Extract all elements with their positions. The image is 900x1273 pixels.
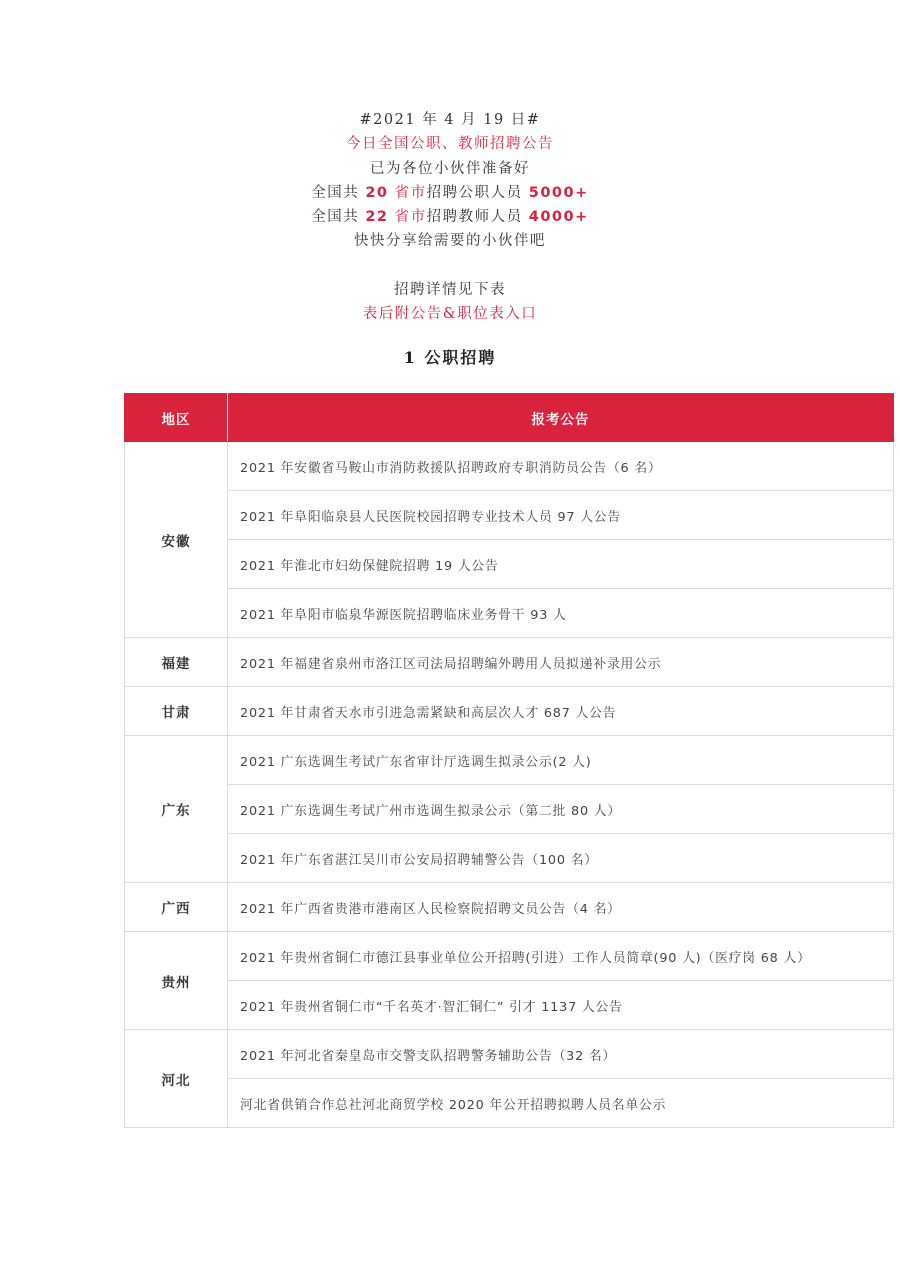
date-line: #2021 年 4 月 19 日# [359, 112, 541, 128]
notice-link[interactable]: 河北省供销合作总社河北商贸学校 2020 年公开招聘拟聘人员名单公示 [228, 1079, 894, 1128]
notice-link[interactable]: 2021 年贵州省铜仁市“千名英才·智汇铜仁” 引才 1137 人公告 [228, 981, 894, 1030]
gov-mid: 招聘公职人员 [426, 184, 529, 201]
notice-link[interactable]: 2021 年甘肃省天水市引进急需紧缺和高层次人才 687 人公告 [228, 687, 894, 736]
table-row [125, 491, 894, 540]
table-row [125, 736, 894, 785]
gov-prefix: 全国共 [311, 184, 366, 201]
region-cell: 广西 [125, 883, 228, 932]
region-cell: 贵州 [125, 932, 228, 1030]
table-row [125, 1079, 894, 1128]
notice-link[interactable]: 2021 广东选调生考试广州市选调生拟录公示（第二批 80 人） [228, 785, 894, 834]
ready-line: 已为各位小伙伴准备好 [370, 160, 530, 177]
gov-province-count: 20 [365, 184, 389, 201]
notice-link[interactable]: 2021 年阜阳市临泉华源医院招聘临床业务骨干 93 人 [228, 589, 894, 638]
teacher-mid: 招聘教师人员 [426, 209, 529, 226]
header-region: 地区 [125, 394, 228, 442]
table-row [125, 785, 894, 834]
headline: 今日全国公职、教师招聘公告 [346, 136, 554, 153]
share-line: 快快分享给需要的小伙伴吧 [354, 233, 546, 250]
region-cell: 河北 [125, 1030, 228, 1128]
table-header-row [125, 394, 894, 442]
region-cell: 广东 [125, 736, 228, 883]
notice-link[interactable]: 2021 年贵州省铜仁市德江县事业单位公开招聘(引进）工作人员简章(90 人)（医疗岗 68 人） [228, 932, 894, 981]
table-row [125, 442, 894, 491]
appendix-line: 表后附公告&职位表入口 [362, 306, 538, 323]
teacher-unit: 省市 [388, 209, 427, 226]
region-cell: 福建 [125, 638, 228, 687]
table-row [125, 687, 894, 736]
header-notice: 报考公告 [228, 394, 894, 442]
notice-link[interactable]: 2021 广东选调生考试广东省审计厅选调生拟录公示(2 人) [228, 736, 894, 785]
gov-total: 5000+ [528, 184, 589, 201]
gov-unit: 省市 [388, 184, 427, 201]
table-row [125, 932, 894, 981]
table-row [125, 834, 894, 883]
table-body [125, 442, 894, 1128]
teacher-province-count: 22 [365, 209, 389, 226]
teacher-prefix: 全国共 [311, 209, 366, 226]
table-row [125, 883, 894, 932]
notice-link[interactable]: 2021 年淮北市妇幼保健院招聘 19 人公告 [228, 540, 894, 589]
table-row [125, 1030, 894, 1079]
notice-link[interactable]: 2021 年广西省贵港市港南区人民检察院招聘文员公告（4 名） [228, 883, 894, 932]
notice-link[interactable]: 2021 年阜阳临泉县人民医院校园招聘专业技术人员 97 人公告 [228, 491, 894, 540]
table-row [125, 638, 894, 687]
table-row [125, 981, 894, 1030]
notice-link[interactable]: 2021 年广东省湛江吴川市公安局招聘辅警公告（100 名） [228, 834, 894, 883]
notice-link[interactable]: 2021 年河北省秦皇岛市交警支队招聘警务辅助公告（32 名） [228, 1030, 894, 1079]
details-line: 招聘详情见下表 [394, 281, 506, 298]
gov-summary-line [0, 181, 900, 205]
recruitment-table [124, 393, 894, 1128]
table-row [125, 540, 894, 589]
notice-link[interactable]: 2021 年安徽省马鞍山市消防救援队招聘政府专职消防员公告（6 名） [228, 442, 894, 491]
region-cell: 甘肃 [125, 687, 228, 736]
region-cell: 安徽 [125, 442, 228, 638]
teacher-summary-line [0, 205, 900, 229]
section-title: 1 公职招聘 [403, 348, 497, 367]
table-row [125, 589, 894, 638]
teacher-total: 4000+ [528, 209, 589, 226]
intro-block [0, 108, 900, 326]
notice-link[interactable]: 2021 年福建省泉州市洛江区司法局招聘编外聘用人员拟递补录用公示 [228, 638, 894, 687]
